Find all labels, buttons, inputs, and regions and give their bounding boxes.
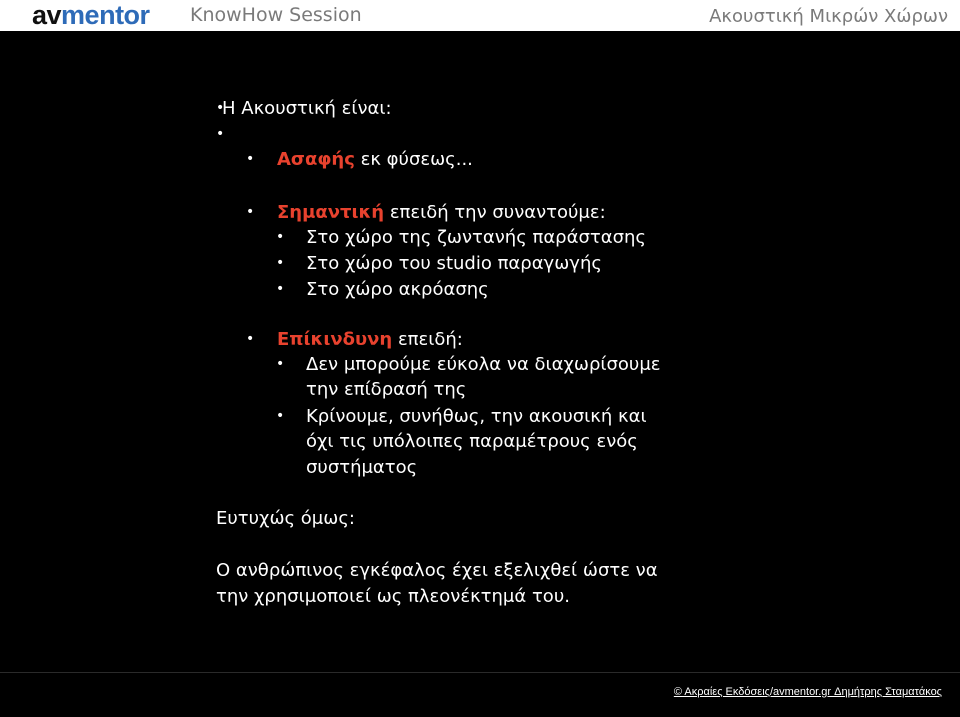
sub-item: Στο χώρο της ζωντανής παράστασης (306, 227, 646, 248)
fortunately-text: Ευτυχώς όμως: (216, 508, 355, 529)
bullet-icon: • (216, 126, 225, 142)
bullet-icon: • (276, 229, 285, 245)
sub-item-line: Κρίνουμε, συνήθως, την ακουσική και (306, 406, 647, 427)
sub-item: Στο χώρο ακρόασης (306, 279, 489, 300)
bullet-icon: • (276, 255, 285, 271)
bullet-icon: • (276, 408, 285, 424)
item-dangerous (277, 328, 463, 352)
item-dangerous-keyword: Επίκινδυνη (277, 329, 393, 350)
conclusion-line: Ο ανθρώπινος εγκέφαλος έχει εξελιχθεί ώστε να (216, 560, 658, 581)
sub-item-line: όχι τις υπόλοιπες παραμέτρους ενός (306, 431, 638, 452)
bullet-icon: • (246, 331, 255, 347)
bullet-icon: • (246, 151, 255, 167)
bullet-icon: • (246, 204, 255, 220)
item-vague (277, 148, 473, 172)
avmentor-logo: avmentor (32, 0, 150, 30)
intro-text: Η Ακουστική είναι: (222, 98, 392, 119)
bullet-icon: • (276, 356, 285, 372)
item-important-keyword: Σημαντική (277, 202, 385, 223)
footer-copyright: © Ακραίες Εκδόσεις/avmentor.gr Δημήτρης Σταματάκος (673, 686, 942, 698)
item-important-text: επειδή την συναντούμε: (384, 202, 606, 223)
item-vague-text: εκ φύσεως... (354, 149, 473, 170)
session-label: KnowHow Session (190, 4, 362, 26)
sub-item-line: την επίδρασή της (306, 379, 467, 400)
conclusion-line: την χρησιμοποιεί ως πλεονέκτημά του. (216, 586, 570, 607)
sub-item-line: Δεν μπορούμε εύκολα να διαχωρίσουμε (306, 354, 661, 375)
bullet-icon: • (216, 100, 225, 116)
footer-divider (0, 672, 960, 673)
item-vague-keyword: Ασαφής (277, 149, 355, 170)
bullet-icon: • (276, 281, 285, 297)
item-important (277, 201, 606, 225)
item-dangerous-text: επειδή: (392, 329, 463, 350)
sub-item-line: συστήματος (306, 457, 418, 478)
slide-title: Ακουστική Μικρών Χώρων (709, 6, 948, 27)
sub-item: Στο χώρο του studio παραγωγής (306, 253, 602, 274)
